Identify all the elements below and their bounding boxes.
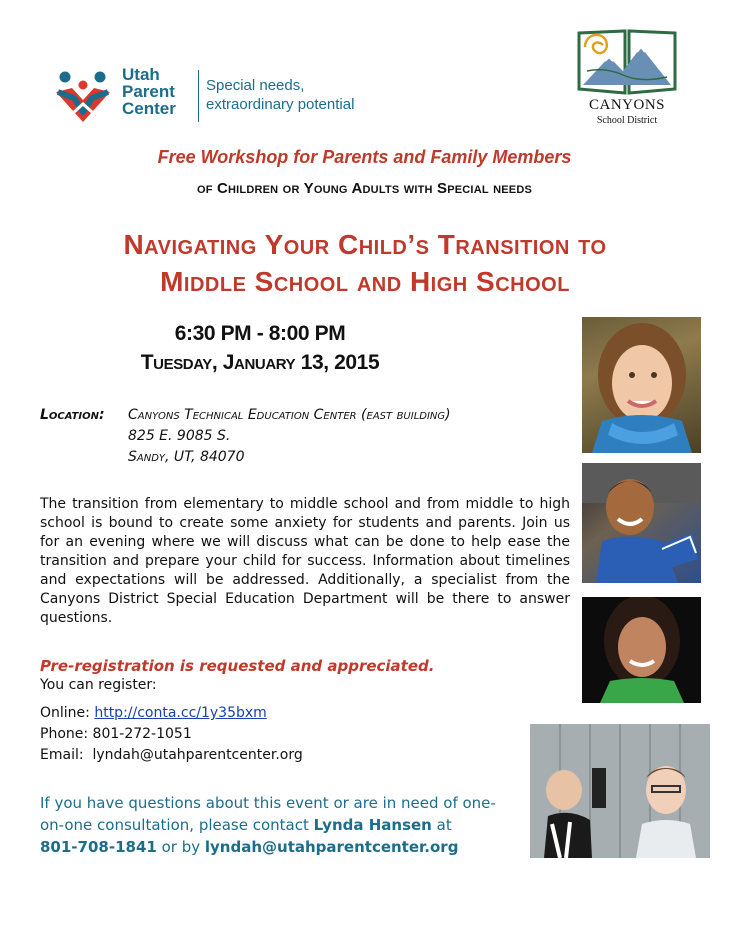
canyons-name: CANYONS bbox=[588, 97, 665, 113]
upc-name-line: Utah bbox=[122, 65, 160, 84]
location-name: Canyons Technical Education Center (east building) bbox=[128, 407, 451, 423]
phone-row bbox=[40, 724, 303, 745]
contact-email: lyndah@utahparentcenter.org bbox=[204, 838, 459, 856]
event-title-line: Middle School and High School bbox=[160, 266, 570, 297]
upc-tagline-line: Special needs, bbox=[206, 77, 305, 94]
photo-laughing-boy bbox=[582, 463, 701, 583]
email-label: Email: bbox=[40, 747, 93, 763]
registration-link[interactable]: http://conta.cc/1y35bxm bbox=[94, 705, 267, 721]
photo-smiling-teen-girl bbox=[582, 597, 701, 703]
upc-name bbox=[122, 66, 176, 117]
registration-contacts bbox=[40, 703, 303, 766]
family-heart-icon bbox=[52, 68, 114, 124]
upc-name-line: Parent bbox=[122, 82, 175, 101]
event-date: Tuesday, January 13, 2015 bbox=[140, 351, 380, 374]
phone-label: Phone: bbox=[40, 726, 93, 742]
upc-name-line: Center bbox=[122, 99, 176, 118]
event-description: The transition from elementary to middle school and from middle to high school is bound to create some anxiety for students and parents. Join us for an evening where we will discuss what can be done to help ease the transition and prepare your child for success. Information about timelines and expectations will be addressed. Additionally, a specialist from the Canyons District Special Education Department will be there to answer questions. bbox=[40, 496, 570, 626]
audience-subheading: of Children or Young Adults with Special needs bbox=[196, 180, 533, 197]
logo-divider bbox=[198, 70, 199, 122]
canyons-school-district-logo bbox=[573, 27, 681, 131]
event-time: 6:30 PM - 8:00 PM bbox=[174, 322, 346, 345]
photo-two-boys-lockers bbox=[530, 724, 710, 858]
upc-tagline bbox=[206, 76, 354, 114]
contact-name: Lynda Hansen bbox=[313, 816, 432, 834]
location-street: 825 E. 9085 S. bbox=[128, 428, 231, 444]
register-intro: You can register: bbox=[40, 677, 157, 693]
online-row bbox=[40, 703, 303, 724]
questions-text: If you have questions about this event or are in need of one-on-one consultation, please contact bbox=[40, 794, 496, 834]
location-city: Sandy, UT, 84070 bbox=[128, 449, 245, 465]
questions-text: or by bbox=[156, 838, 205, 856]
online-label: Online: bbox=[40, 705, 95, 721]
event-title bbox=[20, 226, 710, 300]
workshop-heading: Free Workshop for Parents and Family Members bbox=[157, 147, 572, 167]
location-label: Location: bbox=[40, 407, 105, 423]
questions-text: at bbox=[431, 816, 452, 834]
photo-girl-blue-scarf bbox=[582, 317, 701, 453]
utah-parent-center-logo bbox=[52, 64, 372, 128]
phone-number: 801-272-1051 bbox=[92, 726, 192, 742]
event-title-line: Navigating Your Child’s Transition to bbox=[123, 229, 607, 260]
email-row bbox=[40, 745, 303, 766]
preregistration-note: Pre-registration is requested and appreciated. bbox=[40, 657, 435, 675]
upc-tagline-line: extraordinary potential bbox=[206, 96, 355, 113]
book-mountains-icon bbox=[575, 27, 679, 97]
contact-phone: 801-708-1841 bbox=[40, 838, 157, 856]
canyons-subtitle: School District bbox=[596, 115, 658, 126]
email-address: lyndah@utahparentcenter.org bbox=[92, 747, 303, 763]
questions-contact bbox=[40, 792, 510, 858]
